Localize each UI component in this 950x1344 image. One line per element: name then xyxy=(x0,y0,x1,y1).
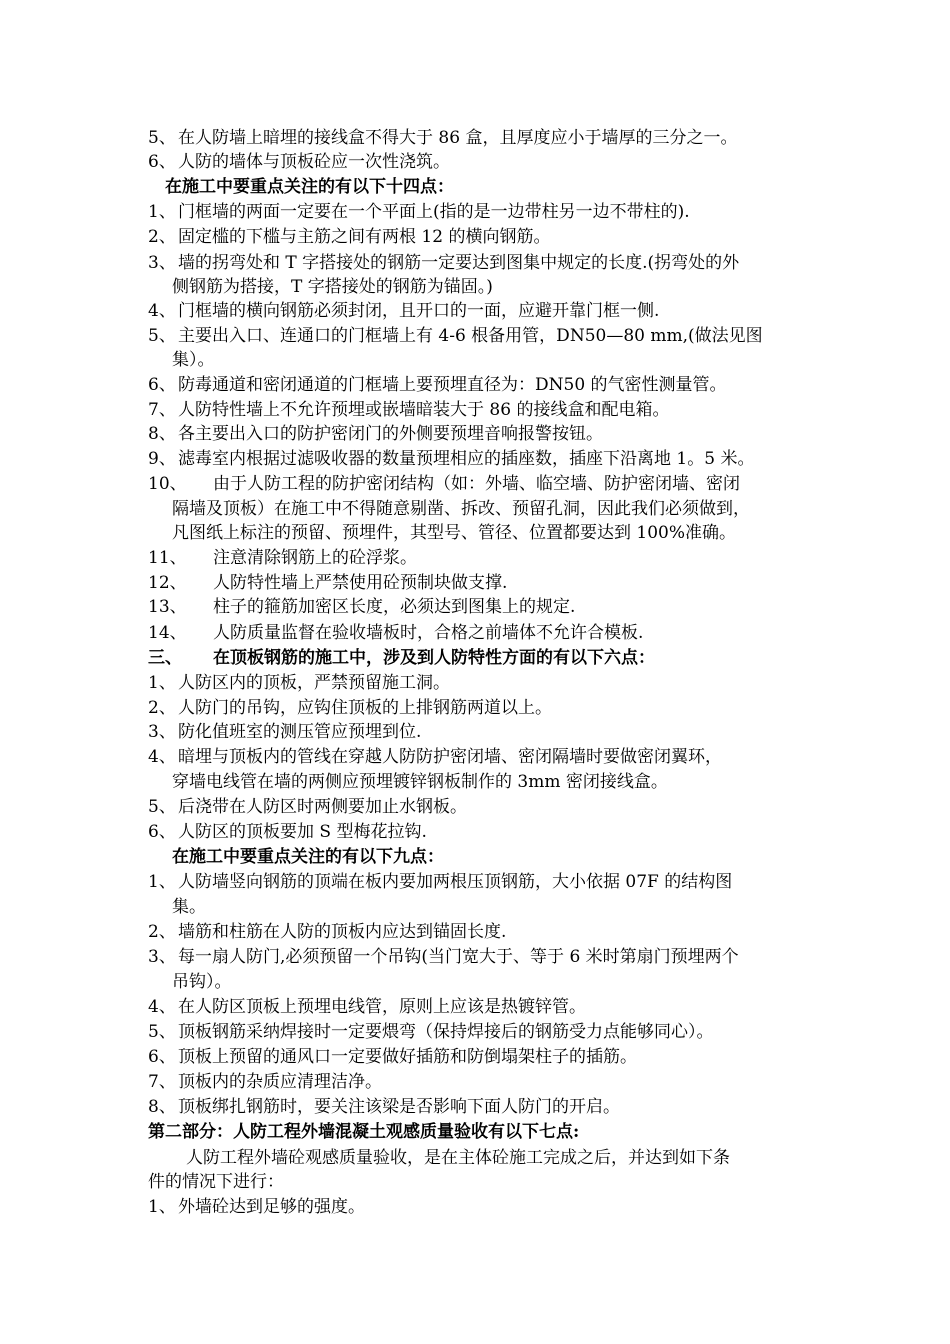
list-number: 4、 xyxy=(148,997,176,1017)
list-number: 6、 xyxy=(148,375,176,395)
list-number: 1、 xyxy=(148,1197,176,1217)
list-item-text: 人防区的顶板要加 S 型梅花拉钩. xyxy=(178,822,427,842)
list-item-text: 滤毒室内根据过滤吸收器的数量预埋相应的插座数，插座下沿离地 1。5 米。 xyxy=(178,449,755,469)
list-number: 6、 xyxy=(148,152,176,172)
list-number: 6、 xyxy=(148,822,176,842)
list-item-text-continued: 吊钩）。 xyxy=(172,972,232,992)
list-item-text: 主要出入口、连通口的门框墙上有 4-6 根备用管，DN50—80 mm,(做法见图 xyxy=(178,326,763,346)
list-number: 1、 xyxy=(148,673,176,693)
section-heading: 在施工中要重点关注的有以下十四点： xyxy=(165,177,454,197)
list-item-text: 暗埋与顶板内的管线在穿越人防防护密闭墙、密闭隔墙时要做密闭翼环， xyxy=(178,747,722,767)
list-number: 5、 xyxy=(148,1022,176,1042)
list-item-text-continued: 隔墙及顶板）在施工中不得随意剔凿、拆改、预留孔洞，因此我们必须做到， xyxy=(172,499,750,519)
section-heading: 在顶板钢筋的施工中，涉及到人防特性方面的有以下六点： xyxy=(213,648,655,668)
list-item-text: 后浇带在人防区时两侧要加止水钢板。 xyxy=(178,797,467,817)
list-item-text: 在人防墙上暗埋的接线盒不得大于 86 盒，且厚度应小于墙厚的三分之一。 xyxy=(178,128,738,148)
list-number: 7、 xyxy=(148,400,176,420)
list-item-text: 门框墙的两面一定要在一个平面上(指的是一边带柱另一边不带柱的). xyxy=(178,202,690,222)
list-item-text: 人防的墙体与顶板砼应一次性浇筑。 xyxy=(178,152,450,172)
list-item-text: 顶板绑扎钢筋时，要关注该梁是否影响下面人防门的开启。 xyxy=(178,1097,620,1117)
list-number: 4、 xyxy=(148,301,176,321)
list-item-text-continued: 凡图纸上标注的预留、预埋件，其型号、管径、位置都要达到 100%准确。 xyxy=(172,523,737,543)
list-item-text: 人防门的吊钩，应钩住顶板的上排钢筋两道以上。 xyxy=(178,698,552,718)
paragraph-line: 人防工程外墙砼观感质量验收，是在主体砼施工完成之后，并达到如下条 xyxy=(186,1148,730,1168)
list-item-text: 在人防区顶板上预埋电线管，原则上应该是热镀锌管。 xyxy=(178,997,586,1017)
list-item-text: 人防区内的顶板，严禁预留施工洞。 xyxy=(178,673,450,693)
list-item-text: 柱子的箍筋加密区长度，必须达到图集上的规定. xyxy=(213,597,576,617)
part-heading: 第二部分：人防工程外墙混凝土观感质量验收有以下七点: xyxy=(148,1122,580,1142)
list-number: 14、 xyxy=(148,623,187,643)
list-item-text: 防化值班室的测压管应预埋到位. xyxy=(178,722,422,742)
section-heading: 在施工中要重点关注的有以下九点： xyxy=(172,847,444,867)
list-number: 8、 xyxy=(148,1097,176,1117)
list-item-text: 各主要出入口的防护密闭门的外侧要预埋音响报警按钮。 xyxy=(178,424,603,444)
list-number: 1、 xyxy=(148,202,176,222)
list-number: 13、 xyxy=(148,597,187,617)
list-item-text: 顶板钢筋采纳焊接时一定要煨弯（保持焊接后的钢筋受力点能够同心）。 xyxy=(178,1022,714,1042)
list-number: 10、 xyxy=(148,474,187,494)
list-item-text: 墙筋和柱筋在人防的顶板内应达到锚固长度. xyxy=(178,922,507,942)
list-number: 5、 xyxy=(148,326,176,346)
list-number: 8、 xyxy=(148,424,176,444)
list-item-text: 顶板上预留的通风口一定要做好插筋和防倒塌架柱子的插筋。 xyxy=(178,1047,637,1067)
list-number: 2、 xyxy=(148,698,176,718)
list-item-text: 注意清除钢筋上的砼浮浆。 xyxy=(213,548,417,568)
list-item-text: 人防特性墙上严禁使用砼预制块做支撑. xyxy=(213,573,508,593)
list-item-text-continued: 穿墙电线管在墙的两侧应预埋镀锌钢板制作的 3mm 密闭接线盒。 xyxy=(172,772,668,792)
list-item-text: 人防特性墙上不允许预埋或嵌墙暗装大于 86 的接线盒和配电箱。 xyxy=(178,400,670,420)
list-item-text: 墙的拐弯处和 T 字搭接处的钢筋一定要达到图集中规定的长度.(拐弯处的外 xyxy=(178,253,740,273)
list-number: 5、 xyxy=(148,797,176,817)
list-number: 7、 xyxy=(148,1072,176,1092)
list-item-text: 门框墙的横向钢筋必须封闭，且开口的一面，应避开靠门框一侧. xyxy=(178,301,660,321)
list-item-text: 防毒通道和密闭通道的门框墙上要预埋直径为：DN50 的气密性测量管。 xyxy=(178,375,727,395)
section-number: 三、 xyxy=(148,648,182,668)
list-item-text: 由于人防工程的防护密闭结构（如：外墙、临空墙、防护密闭墙、密闭 xyxy=(213,474,740,494)
list-number: 11、 xyxy=(148,548,187,568)
list-number: 12、 xyxy=(148,573,187,593)
list-item-text-continued: 侧钢筋为搭接，T 字搭接处的钢筋为锚固。) xyxy=(172,277,493,297)
list-number: 9、 xyxy=(148,449,176,469)
list-number: 4、 xyxy=(148,747,176,767)
list-item-text-continued: 集）。 xyxy=(172,350,215,370)
list-number: 3、 xyxy=(148,947,176,967)
list-number: 6、 xyxy=(148,1047,176,1067)
list-number: 5、 xyxy=(148,128,176,148)
list-item-text: 每一扇人防门,必须预留一个吊钩(当门宽大于、等于 6 米时第扇门预埋两个 xyxy=(178,947,739,967)
list-number: 1、 xyxy=(148,872,176,892)
list-item-text: 人防墙竖向钢筋的顶端在板内要加两根压顶钢筋，大小依据 07F 的结构图 xyxy=(178,872,733,892)
paragraph-line: 件的情况下进行： xyxy=(148,1172,284,1192)
list-number: 2、 xyxy=(148,227,176,247)
list-item-text: 固定槛的下槛与主筋之间有两根 12 的横向钢筋。 xyxy=(178,227,551,247)
list-item-text: 顶板内的杂质应清理洁净。 xyxy=(178,1072,382,1092)
list-item-text: 外墙砼达到足够的强度。 xyxy=(178,1197,365,1217)
list-number: 3、 xyxy=(148,722,176,742)
list-number: 3、 xyxy=(148,253,176,273)
list-item-text: 人防质量监督在验收墙板时，合格之前墙体不允许合模板. xyxy=(213,623,644,643)
list-number: 2、 xyxy=(148,922,176,942)
list-item-text-continued: 集。 xyxy=(172,897,206,917)
